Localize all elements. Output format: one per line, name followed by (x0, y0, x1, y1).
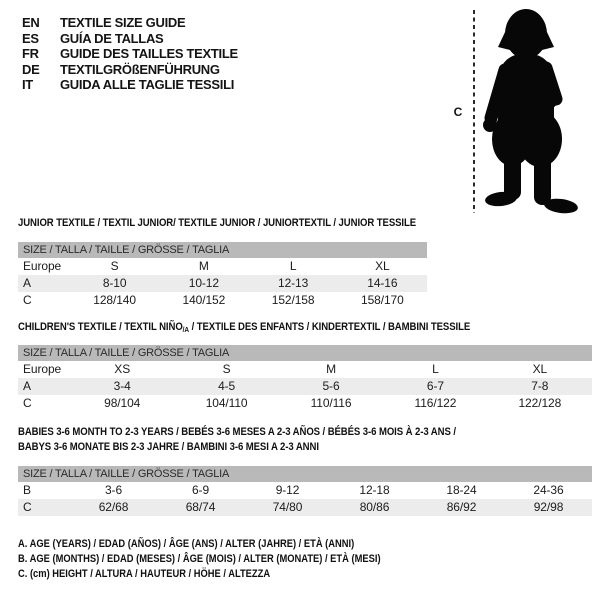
size-cell: XS (114, 362, 131, 376)
language-code: EN (22, 15, 40, 30)
language-list (22, 15, 238, 93)
size-header-bar: SIZE / TALLA / TAILLE / GRÖSSE / TAGLIA (18, 466, 592, 482)
size-cell: 122/128 (518, 396, 562, 410)
height-measure-label: C (453, 105, 463, 119)
table-row-age-years (18, 275, 427, 292)
footnote-age-years: A. AGE (YEARS) / EDAD (AÑOS) / ÂGE (ANS) / ALTER (JAHRE) / ETÀ (ANNI) (18, 538, 355, 550)
babies-title-line2: BABYS 3-6 MONATE BIS 2-3 JAHRE / BAMBINI 3-6 MESI A 2-3 ANNI (18, 441, 319, 453)
babies-title-line1: BABIES 3-6 MONTH TO 2-3 YEARS / BEBÉS 3-6 MESES A 2-3 AÑOS / BÉBÉS 3-6 MOIS À 2-3 ANS / (18, 426, 456, 438)
table-row-europe (18, 258, 427, 275)
size-cell: 62/68 (98, 500, 129, 514)
table-row-age-years (18, 378, 592, 395)
table-row-europe (18, 361, 592, 378)
children-title-suffix: / TEXTILE DES ENFANTS / KINDERTEXTIL / BAMBINI TESSILE (189, 321, 471, 333)
row-label: Europe (23, 259, 62, 273)
size-cell: 8-10 (102, 276, 127, 290)
babies-table-title (18, 425, 456, 455)
language-row-de (22, 62, 238, 78)
size-cell: 74/80 (272, 500, 303, 514)
size-cell: S (110, 259, 119, 273)
language-code: IT (22, 77, 33, 92)
size-cell: S (222, 362, 231, 376)
junior-table-title: JUNIOR TEXTILE / TEXTIL JUNIOR/ TEXTILE JUNIOR / JUNIORTEXTIL / JUNIOR TESSILE (18, 217, 417, 229)
size-cell: L (432, 362, 439, 376)
table-row-height (18, 395, 592, 412)
size-cell: 6-7 (426, 379, 444, 393)
size-cell: M (198, 259, 209, 273)
language-code: DE (22, 61, 40, 77)
row-label: Europe (23, 362, 62, 376)
size-cell: 3-4 (113, 379, 131, 393)
size-cell: 12-13 (278, 276, 309, 290)
size-cell: 140/152 (182, 293, 226, 307)
table-row-height (18, 499, 592, 516)
size-cell: 92/98 (533, 500, 564, 514)
row-label: C (23, 500, 32, 514)
junior-size-table (18, 242, 427, 309)
size-cell: 152/158 (271, 293, 315, 307)
row-label: C (23, 293, 32, 307)
size-cell: M (326, 362, 336, 376)
size-cell: 24-36 (533, 483, 564, 497)
size-cell: 86/92 (446, 500, 477, 514)
size-cell: L (289, 259, 297, 273)
size-cell: 10-12 (188, 276, 219, 290)
language-label: GUIDA ALLE TAGLIE TESSILI (60, 77, 235, 92)
size-cell: 7-8 (531, 379, 549, 393)
size-cell: 116/122 (414, 396, 457, 410)
language-row-it (22, 77, 238, 93)
table-row-age-months (18, 482, 592, 499)
size-cell: 68/74 (185, 500, 216, 514)
baby-silhouette-icon (478, 6, 582, 216)
language-row-en (22, 15, 238, 31)
footnotes (18, 537, 381, 583)
size-cell: 4-5 (218, 379, 236, 393)
size-cell: 5-6 (322, 379, 340, 393)
size-cell: 110/116 (310, 396, 352, 410)
size-cell: 9-12 (275, 483, 300, 497)
language-code: ES (22, 30, 39, 46)
height-measure-dashed-line (473, 10, 475, 213)
language-row-es (22, 31, 238, 47)
language-label: GUÍA DE TALLAS (60, 30, 164, 46)
children-table-title (18, 320, 470, 337)
row-label: B (23, 483, 31, 497)
children-title-prefix: CHILDREN'S TEXTILE / TEXTIL NIÑO (18, 321, 183, 333)
footnote-height: C. (cm) HEIGHT / ALTURA / HAUTEUR / HÖHE / ALTEZZA (18, 568, 271, 581)
size-cell: 6-9 (191, 483, 210, 497)
language-label: TEXTILGRÖßENFÜHRUNG (60, 61, 220, 77)
size-header-bar: SIZE / TALLA / TAILLE / GRÖSSE / TAGLIA (18, 345, 592, 361)
size-cell: 18-24 (446, 483, 477, 497)
children-title-subscript: /A (182, 325, 190, 334)
row-label: A (23, 379, 31, 393)
size-cell: 12-18 (359, 483, 390, 497)
babies-size-table (18, 466, 592, 516)
size-cell: 80/86 (359, 500, 390, 514)
children-size-table (18, 345, 592, 412)
size-cell: 158/170 (361, 293, 404, 307)
row-label: A (23, 276, 31, 290)
language-label: GUIDE DES TAILLES TEXTILE (60, 46, 238, 61)
size-cell: 104/110 (205, 396, 248, 410)
size-cell: XL (532, 362, 548, 376)
row-label: C (23, 396, 32, 410)
language-row-fr (22, 46, 238, 62)
size-cell: XL (375, 259, 390, 273)
table-row-height (18, 292, 427, 309)
size-cell: 98/104 (104, 396, 141, 410)
size-cell: 128/140 (93, 293, 136, 307)
language-code: FR (22, 46, 39, 61)
footnote-age-months: B. AGE (MONTHS) / EDAD (MESES) / ÂGE (MOIS) / ALTER (MONATE) / ETÀ (MESI) (18, 553, 381, 566)
size-cell: 3-6 (104, 483, 123, 497)
size-header-bar: SIZE / TALLA / TAILLE / GRÖSSE / TAGLIA (18, 242, 427, 258)
language-label: TEXTILE SIZE GUIDE (60, 15, 186, 30)
size-cell: 14-16 (367, 276, 398, 290)
